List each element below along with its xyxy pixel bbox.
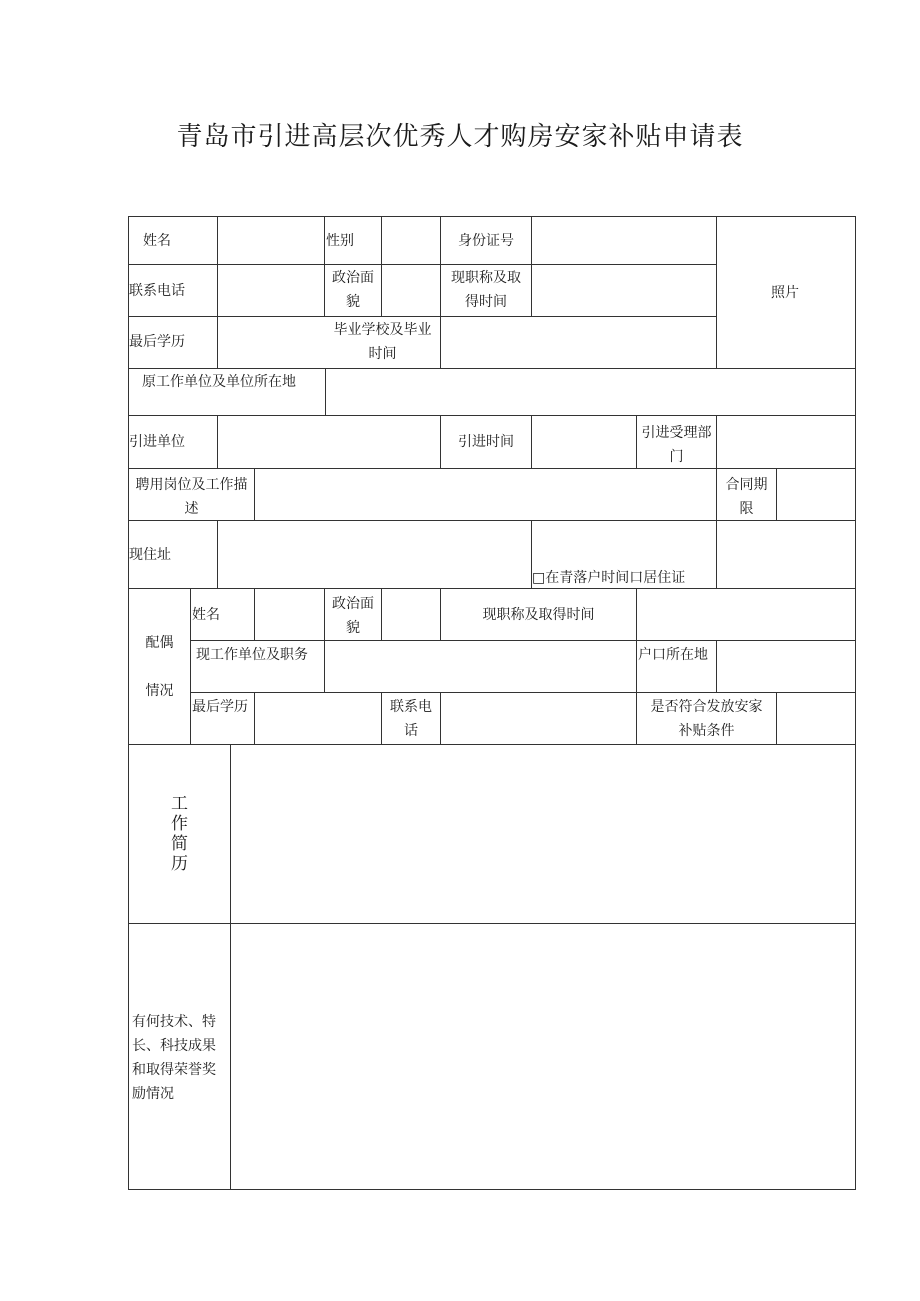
id-number-field[interactable] bbox=[532, 217, 716, 264]
title-time-field[interactable] bbox=[532, 265, 716, 316]
label-eligible-l2: 补贴条件 bbox=[678, 723, 735, 739]
spouse-title-time-field[interactable] bbox=[637, 589, 855, 640]
photo-box[interactable] bbox=[717, 217, 855, 368]
hukou-field[interactable] bbox=[717, 521, 855, 588]
label-spouse-phone-l2: 话 bbox=[404, 723, 418, 739]
gender-field[interactable] bbox=[382, 217, 440, 264]
label-spouse-title-time: 现职称及取得时间 bbox=[482, 607, 595, 623]
label-spouse-l1: 配偶 bbox=[145, 635, 174, 651]
label-position-l1: 聘用岗位及工作描 bbox=[135, 477, 248, 493]
application-form-table bbox=[128, 216, 856, 1190]
label-eligible-l1: 是否符合发放安家 bbox=[650, 699, 763, 715]
contract-field[interactable] bbox=[777, 469, 855, 520]
label-skills-l1: 有何技术、特 bbox=[132, 1014, 216, 1030]
school-field[interactable] bbox=[441, 317, 716, 368]
name-field[interactable] bbox=[218, 217, 324, 264]
label-photo: 照片 bbox=[771, 285, 799, 301]
hukou-option-label[interactable]: □在青落户时间口居住证 bbox=[532, 570, 686, 586]
label-gender: 性别 bbox=[326, 233, 354, 249]
education-field[interactable] bbox=[218, 317, 324, 368]
eligible-field[interactable] bbox=[777, 693, 855, 744]
label-skills-l2: 长、科技成果 bbox=[132, 1038, 216, 1054]
label-spouse-education: 最后学历 bbox=[192, 699, 248, 715]
label-work-history-1: 工 bbox=[171, 794, 188, 814]
phone-field[interactable] bbox=[218, 265, 324, 316]
work-history-field[interactable] bbox=[231, 745, 855, 923]
label-spouse-hukou: 户口所在地 bbox=[638, 647, 708, 663]
label-hiring-unit: 引进单位 bbox=[129, 434, 185, 450]
political-field[interactable] bbox=[382, 265, 440, 316]
label-spouse-political-l1: 政治面 bbox=[332, 596, 374, 612]
label-dept-l1: 引进受理部 bbox=[641, 425, 712, 441]
label-contract-l1: 合同期 bbox=[725, 477, 768, 493]
label-school-l1: 毕业学校及毕业 bbox=[333, 322, 432, 338]
label-phone: 联系电话 bbox=[129, 283, 185, 299]
label-political-l2: 貌 bbox=[346, 294, 360, 310]
label-work-history-2: 作 bbox=[171, 814, 188, 834]
label-address: 现住址 bbox=[129, 547, 171, 563]
intro-time-field[interactable] bbox=[532, 416, 636, 468]
label-skills-l4: 励情况 bbox=[132, 1086, 174, 1102]
label-name: 姓名 bbox=[143, 233, 171, 249]
label-spouse-unit: 现工作单位及职务 bbox=[196, 647, 308, 663]
label-education: 最后学历 bbox=[129, 334, 185, 350]
former-unit-field[interactable] bbox=[326, 369, 855, 415]
spouse-education-field[interactable] bbox=[255, 693, 381, 744]
skills-field[interactable] bbox=[231, 924, 855, 1189]
dept-field[interactable] bbox=[717, 416, 855, 468]
label-spouse-l2: 情况 bbox=[145, 683, 174, 699]
label-position-l2: 述 bbox=[184, 501, 199, 517]
label-title-time-l1: 现职称及取 bbox=[451, 270, 521, 286]
label-skills-l3: 和取得荣誉奖 bbox=[132, 1062, 216, 1078]
spouse-phone-field[interactable] bbox=[441, 693, 636, 744]
spouse-political-field[interactable] bbox=[382, 589, 440, 640]
label-spouse-name: 姓名 bbox=[192, 607, 220, 623]
label-work-history-3: 简 bbox=[171, 834, 188, 854]
address-field[interactable] bbox=[218, 521, 531, 588]
label-spouse-phone-l1: 联系电 bbox=[390, 699, 432, 715]
spouse-name-field[interactable] bbox=[255, 589, 324, 640]
position-field[interactable] bbox=[255, 469, 716, 520]
label-former-unit: 原工作单位及单位所在地 bbox=[142, 374, 296, 390]
spouse-hukou-field[interactable] bbox=[717, 641, 855, 692]
spouse-unit-field[interactable] bbox=[325, 641, 636, 692]
hiring-unit-field[interactable] bbox=[218, 416, 440, 468]
label-id-number: 身份证号 bbox=[458, 233, 514, 249]
label-contract-l2: 限 bbox=[739, 501, 754, 517]
form-title: 青岛市引进高层次优秀人才购房安家补贴申请表 bbox=[176, 122, 744, 152]
label-intro-time: 引进时间 bbox=[458, 434, 514, 450]
label-political-l1: 政治面 bbox=[332, 270, 374, 286]
label-work-history-4: 历 bbox=[171, 854, 188, 874]
label-title-time-l2: 得时间 bbox=[465, 294, 507, 310]
label-dept-l2: 门 bbox=[669, 449, 684, 465]
label-school-l2: 时间 bbox=[368, 346, 397, 362]
label-spouse-political-l2: 貌 bbox=[346, 620, 360, 636]
